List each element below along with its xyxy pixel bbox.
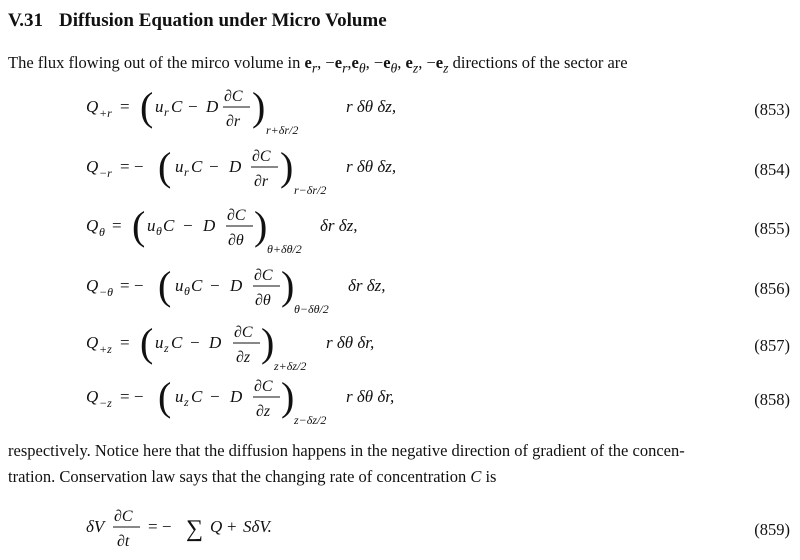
svg-text:∂C: ∂C [227,207,246,224]
equation-858 [86,374,394,427]
body-line-2: tration. Conservation law says that the changing rate of concentration C is [8,467,497,486]
svg-text:D: D [230,387,243,406]
svg-text:+r: +r [99,106,112,120]
svg-text:C: C [163,216,175,235]
svg-text:u: u [147,216,156,235]
svg-text:∂r: ∂r [226,113,241,130]
svg-text:∂C: ∂C [114,508,133,525]
svg-text:r−δr/2: r−δr/2 [294,183,327,197]
svg-text:(: ( [140,84,154,129]
equation-number-855: (855) [754,219,790,238]
equation-number-854: (854) [754,160,790,179]
equation-number-857: (857) [754,336,790,355]
svg-text:Q: Q [86,157,99,176]
svg-text:−: − [183,216,193,235]
svg-text:∂C: ∂C [254,378,273,395]
svg-text:): ) [254,203,268,248]
svg-text:r+δr/2: r+δr/2 [266,123,299,137]
svg-text:= −: = − [120,387,144,406]
svg-text:=: = [120,333,130,352]
svg-text:r δθ δr,: r δθ δr, [346,387,395,406]
svg-text:): ) [280,144,294,189]
svg-text:u: u [175,387,184,406]
svg-text:Q: Q [210,517,223,536]
svg-text:): ) [261,320,275,365]
svg-text:): ) [281,263,295,308]
svg-text:−: − [188,97,198,116]
svg-text:D: D [203,216,216,235]
svg-text:∂θ: ∂θ [228,232,244,249]
equation-859 [86,508,272,550]
svg-text:Q: Q [86,276,99,295]
svg-text:C: C [171,333,183,352]
equation-number-853: (853) [754,100,790,119]
svg-text:Q: Q [86,333,99,352]
svg-text:(: ( [158,263,172,308]
equation-number-856: (856) [754,279,790,298]
svg-text:∂C: ∂C [254,267,273,284]
svg-text:∂r: ∂r [254,173,269,190]
svg-text:u: u [175,157,184,176]
svg-text:∂z: ∂z [256,403,271,420]
svg-text:θ: θ [99,225,105,239]
svg-text:+: + [227,517,237,536]
svg-text:∑: ∑ [186,516,204,542]
svg-text:z+δz/2: z+δz/2 [274,359,307,373]
svg-text:D: D [229,157,242,176]
section-number: V.31 [8,10,44,31]
svg-text:=: = [112,216,122,235]
svg-text:= −: = − [148,517,172,536]
svg-text:Q: Q [86,216,99,235]
svg-text:Q: Q [86,387,99,406]
svg-text:δr δz,: δr δz, [348,276,386,295]
svg-text:r δθ δz,: r δθ δz, [346,157,397,176]
svg-text:u: u [155,333,164,352]
svg-text:(: ( [132,203,146,248]
equation-857 [86,320,374,373]
svg-text:z: z [164,341,169,355]
svg-text:r δθ δr,: r δθ δr, [326,333,375,352]
svg-text:−: − [210,276,220,295]
svg-text:+z: +z [99,342,112,356]
svg-text:(: ( [140,320,154,365]
svg-text:): ) [281,374,295,419]
intro-text-end: directions of the sector are [448,53,628,72]
equation-855 [86,203,358,256]
body-line-1: respectively. Notice here that the diffusion happens in the negative direction of gradient of the concen- [8,441,685,460]
svg-text:r: r [184,165,189,179]
svg-text:−: − [209,157,219,176]
svg-text:SδV.: SδV. [243,517,272,536]
svg-text:−r: −r [99,166,112,180]
intro-paragraph: The flux flowing out of the mirco volume in $e_r$, $-e_r,e_\theta$, $-e_\theta$, $e_z$, $-e_z$ directions of the sector are [8,53,628,76]
svg-text:θ−δθ/2: θ−δθ/2 [294,302,329,316]
equation-853 [86,84,396,137]
svg-text:): ) [252,84,266,129]
svg-text:−: − [190,333,200,352]
svg-text:∂t: ∂t [117,533,130,550]
svg-text:−θ: −θ [99,285,113,299]
svg-text:z: z [184,395,189,409]
svg-text:D: D [230,276,243,295]
svg-text:−: − [210,387,220,406]
svg-text:θ: θ [156,224,162,238]
svg-text:δr δz,: δr δz, [320,216,358,235]
equation-856 [86,263,386,316]
section-title: Diffusion Equation under Micro Volume [59,10,387,31]
svg-text:C: C [191,276,203,295]
svg-text:θ+δθ/2: θ+δθ/2 [267,242,302,256]
equation-number-858: (858) [754,390,790,409]
svg-text:−z: −z [99,396,112,410]
svg-text:D: D [206,97,219,116]
svg-text:= −: = − [120,276,144,295]
svg-text:(: ( [158,144,172,189]
svg-text:δV: δV [86,517,105,536]
variable-c: C [470,467,482,486]
svg-text:(: ( [158,374,172,419]
equation-number-859: (859) [754,520,790,539]
intro-text-start: The flux flowing out of the mirco volume in [8,53,305,72]
svg-text:=: = [120,97,130,116]
svg-text:u: u [175,276,184,295]
svg-text:C: C [191,157,203,176]
svg-text:C: C [171,97,183,116]
svg-text:θ: θ [184,284,190,298]
svg-text:∂C: ∂C [252,148,271,165]
svg-text:D: D [209,333,222,352]
svg-text:∂C: ∂C [234,324,253,341]
svg-text:∂C: ∂C [224,88,243,105]
svg-text:Q: Q [86,97,99,116]
svg-text:r δθ δz,: r δθ δz, [346,97,397,116]
svg-text:u: u [155,97,164,116]
svg-text:= −: = − [120,157,144,176]
svg-text:∂z: ∂z [236,349,251,366]
equation-854 [86,144,396,197]
svg-text:∂θ: ∂θ [255,292,271,309]
body-paragraph [8,438,794,490]
svg-text:z−δz/2: z−δz/2 [294,413,327,427]
svg-text:r: r [164,105,169,119]
svg-text:C: C [191,387,203,406]
